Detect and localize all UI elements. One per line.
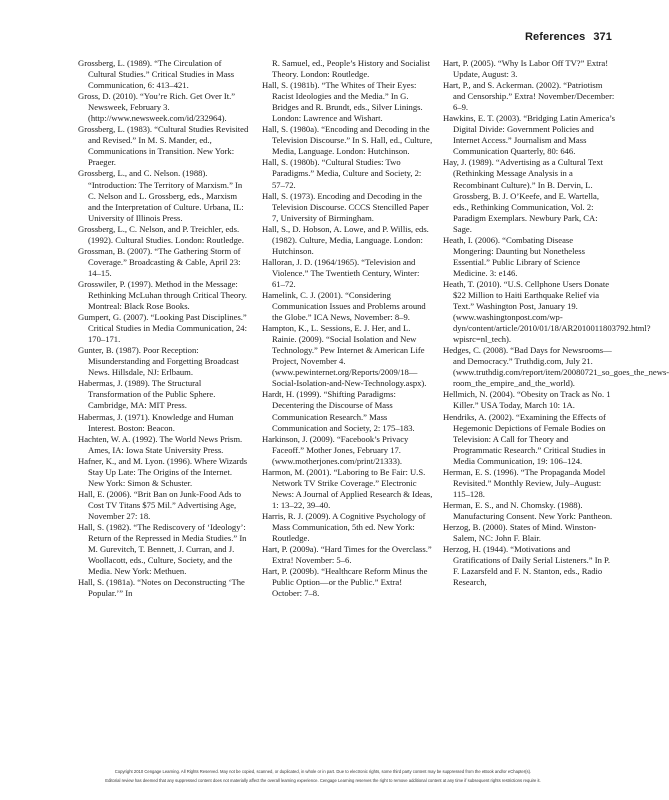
reference-entry: Grossman, B. (2007). “The Gathering Storm of Coverage.” Broadcasting & Cable, April 23: 14–15. — [78, 245, 241, 278]
reference-entry: Grosswiler, P. (1997). Method in the Message: Rethinking McLuhan through Critical Theory. Montreal: Black Rose Books. — [78, 278, 247, 312]
reference-entry: Heath, I. (2006). “Combating Disease Mongering: Daunting but Nonetheless Essential.” Public Library of Science Medicine. 3: e146. — [443, 234, 585, 278]
reference-entry: Gunter, B. (1987). Poor Reception: Misunderstanding and Forgetting Broadcast News. Hillsdale, NJ: Erlbaum. — [78, 345, 239, 378]
reference-entry: Habermas, J. (1971). Knowledge and Human Interest. Boston: Beacon. — [78, 411, 234, 433]
reference-entry: Hafner, K., and M. Lyon. (1996). Where Wizards Stay Up Late: The Origins of the Internet. New York: Simon & Schuster. — [78, 455, 248, 488]
reference-entry: Harmon, M. (2001). “Laboring to Be Fair: U.S. Network TV Strike Coverage.” Electronic News: A Journal of Applied Research & Ideas, 1: 13–22, 39–40. — [262, 466, 433, 510]
reference-entry: Harris, R. J. (2009). A Cognitive Psychology of Mass Communication, 5th ed. New York: Routledge. — [262, 510, 426, 544]
reference-entry: Gross, D. (2010). “You’re Rich. Get Over It.” Newsweek, February 3. (http://www.newsweek.com/id/232964). — [78, 91, 236, 124]
editorial-notice-line: Editorial review has deemed that any suppressed content does not materially affect the overall learning experience. Cengage Learning reserves the right to remove additional content at any time if subsequent rights restrictions require it. — [105, 778, 541, 783]
reference-entry: Herzog, H. (1944). “Motivations and Gratifications of Daily Serial Listeners.” In P. F. Lazarsfeld and F. N. Stanton, eds., Radio Research, — [443, 544, 611, 588]
reference-column-1 — [78, 58, 250, 599]
reference-entry: Grossberg, L., C. Nelson, and P. Treichler, eds. (1992). Cultural Studies. London: Routledge. — [78, 223, 244, 245]
reference-entry: Hall, S. (1981b). “The Whites of Their Eyes: Racist Ideologies and the Media.” In G. Bridges and R. Brundt, eds., Silver Linings. London: Lawrence and Wishart. — [262, 80, 423, 124]
reference-entry: Hart, P. (2005). “Why Is Labor Off TV?” Extra! Update, August: 3. — [443, 58, 609, 80]
reference-entry: Hamelink, C. J. (2001). “Considering Communication Issues and Problems around the Globe.” ICA News, November: 8–9. — [262, 289, 426, 323]
reference-entry: Hall, S. (1973). Encoding and Decoding in the Television Discourse. CCCS Stencilled Paper 7, University of Birmingham. — [262, 190, 429, 223]
reference-entry: Hardt, H. (1999). “Shifting Paradigms: Decentering the Discourse of Mass Communication Research.” Mass Communication and Society, 2: 175–183. — [262, 389, 415, 433]
reference-entry: Hart, P., and S. Ackerman. (2002). “Patriotism and Censorship.” Extra! November/December: 6–9. — [443, 80, 615, 113]
reference-entry: Hall, S. (1981a). “Notes on Deconstructing ‘The Popular.’” In — [78, 577, 245, 599]
reference-entry: Grossberg, L., and C. Nelson. (1988). “Introduction: The Territory of Marxism.” In C. Nelson and L. Grossberg, eds., Marxism and the Interpretation of Culture. Urbana, IL: University of Illinois Press. — [78, 168, 244, 223]
reference-entry: Hall, S. (1980a). “Encoding and Decoding in the Television Discourse.” In S. Hall, ed., Culture, Media, Language. London: Hutchinson. — [262, 124, 433, 157]
reference-entry: Hart, P. (2009b). “Healthcare Reform Minus the Public Option—or the Public.” Extra! October: 7–8. — [262, 566, 428, 599]
reference-column-2 — [262, 58, 434, 599]
reference-entry: Herman, E. S., and N. Chomsky. (1988). Manufacturing Consent. New York: Pantheon. — [443, 499, 613, 521]
reference-entry: Hart, P. (2009a). “Hard Times for the Overclass.” Extra! November: 5–6. — [262, 544, 432, 566]
reference-entry-continued: R. Samuel, ed., People’s History and Socialist Theory. London: Routledge. — [272, 58, 431, 80]
reference-entry: Hellmich, N. (2004). “Obesity on Track as No. 1 Killer.” USA Today, March 10: 1A. — [443, 389, 611, 411]
reference-entry: Hendriks, A. (2002). “Examining the Effects of Hegemonic Depictions of Female Bodies on Television: A Call for Theory and Programmatic Research.” Critical Studies in Media Communication, 19: 106–124. — [443, 411, 606, 466]
reference-entry: Herzog, B. (2000). States of Mind. Winston-Salem, NC: John F. Blair. — [443, 521, 597, 544]
reference-entry: Grossberg, L. (1983). “Cultural Studies Revisited and Revised.” In M. S. Mander, ed., Communications in Transition. New York: Praeger. — [78, 124, 249, 168]
reference-entry: Hall, S., D. Hobson, A. Lowe, and P. Willis, eds. (1982). Culture, Media, Language. London: Hutchinson. — [262, 223, 429, 256]
reference-entry: Hall, S. (1980b). “Cultural Studies: Two Paradigms.” Media, Culture and Society, 2: 57–72. — [262, 157, 422, 190]
reference-entry: Herman, E. S. (1996). “The Propaganda Model Revisited.” Monthly Review, July–August: 115–128. — [443, 466, 606, 499]
reference-entry: Gumpert, G. (2007). “Looking Past Disciplines.” Critical Studies in Media Communication, 24: 170–171. — [78, 312, 247, 345]
reference-entry: Hachten, W. A. (1992). The World News Prism. Ames, IA: Iowa State University Press. — [78, 433, 243, 455]
reference-entry: Halloran, J. D. (1964/1965). “Television and Violence.” The Twentieth Century, Winter: 61–72. — [262, 256, 420, 289]
reference-entry: Habermas, J. (1989). The Structural Transformation of the Public Sphere. Cambridge, MA: MIT Press. — [78, 378, 216, 411]
page-number: 371 — [593, 31, 612, 43]
reference-column-3 — [443, 58, 669, 588]
reference-entry: Hampton, K., L. Sessions, E. J. Her, and L. Rainie. (2009). “Social Isolation and New Technology.” Pew Internet & American Life Project, November 4. (www.pewinternet.org/Reports/2009/18—Social-Isolation-and-New-Technology.aspx). — [262, 323, 427, 389]
reference-entry: Hall, E. (2006). “Brit Ban on Junk-Food Ads to Cost TV Titans $75 Mil.” Advertising Age, November 27: 18. — [78, 488, 242, 521]
copyright-line: Copyright 2010 Cengage Learning. All Rights Reserved. May not be copied, scanned, or duplicated, in whole or in part. Due to electronic rights, some third party content may be suppressed from the eBook and/or eChapter(s). — [114, 769, 532, 774]
reference-entry: Hay, J. (1989). “Advertising as a Cultural Text (Rethinking Message Analysis in a Recombinant Culture).” In B. Dervin, L. Grossberg, B. J. O’Keefe, and E. Wartella, eds., Rethinking Communication, Vol. 2: Paradigm Exemplars. Newbury Park, CA: Sage. — [443, 157, 604, 234]
reference-entry: Harkinson, J. (2009). “Facebook’s Privacy Faceoff.” Mother Jones, February 17. (www.motherjones.com/print/21333). — [262, 433, 409, 466]
running-header-title: References — [525, 31, 586, 43]
reference-entry: Hall, S. (1982). “The Rediscovery of ‘Ideology’: Return of the Repressed in Media Studies.” In M. Gurevitch, T. Bennett, J. Curran, and J. Woollacott, eds., Culture, Society, and the Media. New York: Methuen. — [78, 521, 247, 577]
reference-entry: Heath, T. (2010). “U.S. Cellphone Users Donate $22 Million to Haiti Earthquake Relief via Text.” Washington Post, January 19. (www.washingtonpost.com/wp-dyn/content/article/2010/01/18/AR2010011803792.html?wpisrc=nl_tech). — [443, 278, 651, 345]
reference-entry: Hedges, C. (2008). “Bad Days for Newsrooms—and Democracy.” Truthdig.com, July 21. (www.truthdig.com/report/item/20080721_so_goes_the_news-room_the_empire_and_the_world). — [443, 345, 669, 389]
running-header — [525, 31, 612, 43]
copyright-footer — [0, 767, 646, 785]
reference-entry: Grossberg, L. (1989). “The Circulation of Cultural Studies.” Critical Studies in Mass Communication, 6: 413–421. — [78, 58, 235, 91]
reference-entry: Hawkins, E. T. (2003). “Bridging Latin America’s Digital Divide: Government Policies and Internet Access.” Journalism and Mass Communication Quarterly, 80: 646. — [443, 113, 615, 157]
